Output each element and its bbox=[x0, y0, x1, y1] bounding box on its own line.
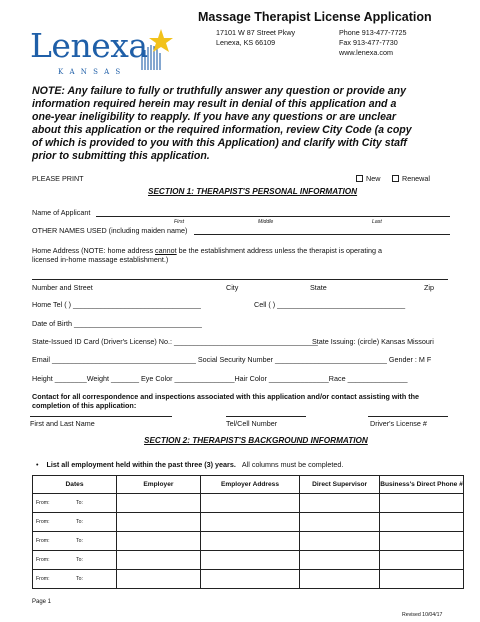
supervisor-cell[interactable] bbox=[300, 551, 380, 570]
note-line: information required herein may result in denial of this application and a bbox=[32, 98, 397, 110]
number-street-caption: Number and Street bbox=[32, 283, 93, 292]
instruction-bold: List all employment held within the past three (3) years. bbox=[46, 460, 236, 469]
first-last-caption: First and Last Name bbox=[30, 419, 95, 428]
section1-title: SECTION 1: THERAPIST'S PERSONAL INFORMATION bbox=[148, 187, 358, 196]
contact-tel-field[interactable] bbox=[226, 416, 306, 417]
dates-cell[interactable] bbox=[33, 494, 117, 513]
table-row bbox=[33, 532, 464, 551]
contact-dl-field[interactable] bbox=[368, 416, 448, 417]
checkbox-icon bbox=[392, 175, 399, 182]
phone-cell[interactable] bbox=[380, 513, 464, 532]
dl-caption: Driver's License # bbox=[370, 419, 427, 428]
address-line2: Lenexa, KS 66109 bbox=[216, 38, 276, 47]
to-label: To: bbox=[76, 538, 83, 544]
other-names-label: OTHER NAMES USED (including maiden name) bbox=[32, 226, 188, 235]
employment-instruction bbox=[36, 460, 343, 469]
from-label: From: bbox=[36, 500, 50, 506]
lenexa-logo bbox=[30, 20, 180, 82]
address-cell[interactable] bbox=[200, 513, 299, 532]
note-line: NOTE: Any failure to fully or truthfully answer any question or provide any bbox=[32, 85, 406, 97]
from-label: From: bbox=[36, 576, 50, 582]
name-field[interactable] bbox=[96, 216, 450, 217]
dob-field[interactable]: Date of Birth ________________________________ bbox=[32, 319, 202, 328]
page-number: Page 1 bbox=[32, 599, 52, 605]
bullet-icon: • bbox=[36, 460, 39, 469]
note-line: prior to submitting this application. bbox=[32, 150, 210, 162]
address-cell[interactable] bbox=[200, 551, 299, 570]
home-address-text: Home Address (NOTE: home address bbox=[32, 246, 156, 255]
supervisor-cell[interactable] bbox=[300, 513, 380, 532]
supervisor-cell[interactable] bbox=[300, 532, 380, 551]
dates-cell[interactable] bbox=[33, 570, 117, 589]
email-ssn-gender-row[interactable]: Email ____________________________________ Social Security Number ____________________________ Gender : M F bbox=[32, 355, 432, 364]
to-label: To: bbox=[76, 519, 83, 525]
col-employer: Employer bbox=[117, 476, 201, 494]
home-address-note bbox=[32, 246, 382, 255]
employer-cell[interactable] bbox=[117, 494, 201, 513]
home-address-note-line2: licensed in-home massage establishment.) bbox=[32, 255, 169, 264]
table-row bbox=[33, 513, 464, 532]
phone-cell[interactable] bbox=[380, 494, 464, 513]
supervisor-cell[interactable] bbox=[300, 570, 380, 589]
table-row bbox=[33, 570, 464, 589]
dates-cell[interactable] bbox=[33, 551, 117, 570]
table-row bbox=[33, 551, 464, 570]
address-cell[interactable] bbox=[200, 532, 299, 551]
new-checkbox[interactable] bbox=[356, 174, 380, 183]
home-tel-field[interactable]: Home Tel ( ) ________________________________ bbox=[32, 300, 201, 309]
last-caption: Last bbox=[372, 219, 382, 225]
employer-cell[interactable] bbox=[117, 551, 201, 570]
section2-title: SECTION 2: THERAPIST'S BACKGROUND INFORMATION bbox=[144, 436, 368, 445]
phone-cell[interactable] bbox=[380, 551, 464, 570]
state-caption: State bbox=[310, 283, 327, 292]
please-print: PLEASE PRINT bbox=[32, 174, 84, 183]
renewal-label: Renewal bbox=[402, 174, 430, 183]
address-line1: 17101 W 87 Street Pkwy bbox=[216, 28, 296, 37]
employment-table bbox=[32, 475, 464, 589]
col-business-phone: Business's Direct Phone # bbox=[380, 476, 464, 494]
employer-cell[interactable] bbox=[117, 513, 201, 532]
renewal-checkbox[interactable] bbox=[392, 174, 430, 183]
to-label: To: bbox=[76, 557, 83, 563]
col-direct-supervisor: Direct Supervisor bbox=[300, 476, 380, 494]
dates-cell[interactable] bbox=[33, 532, 117, 551]
website: www.lenexa.com bbox=[339, 48, 393, 57]
fax-number: Fax 913-477-7730 bbox=[339, 38, 398, 47]
other-names-field[interactable] bbox=[194, 234, 450, 235]
form-title: Massage Therapist License Application bbox=[198, 10, 432, 24]
home-address-field[interactable] bbox=[32, 279, 448, 280]
tel-cell-caption: Tel/Cell Number bbox=[226, 419, 278, 428]
instruction-rest: All columns must be completed. bbox=[241, 460, 344, 469]
contact-note-line2: completion of this application: bbox=[32, 401, 137, 410]
dates-cell[interactable] bbox=[33, 513, 117, 532]
address-cell[interactable] bbox=[200, 494, 299, 513]
cannot-text: cannot bbox=[155, 246, 177, 255]
note-line: one-year ineligibility to reapply. If you have any questions or are unclear bbox=[32, 111, 397, 123]
state-id-field[interactable]: State-Issued ID Card (Driver's License) No.: ____________________________________ bbox=[32, 337, 318, 346]
phone-cell[interactable] bbox=[380, 532, 464, 551]
note-line: about this application or the required information, review City Code (a copy bbox=[32, 124, 412, 136]
note-line: of which is provided to you with this Application) and clarify with City staff bbox=[32, 137, 407, 149]
contact-note-line1: Contact for all correspondence and inspections associated with this application and/or contact assisting with the bbox=[32, 392, 419, 401]
physical-description-row[interactable]: Height ________Weight _______ Eye Color _______________Hair Color _______________Race _______________ bbox=[32, 374, 408, 383]
middle-caption: Middle bbox=[258, 219, 274, 225]
phone-number: Phone 913-477-7725 bbox=[339, 28, 407, 37]
logo-state: K A N S A S bbox=[58, 68, 123, 76]
state-issuing-field[interactable]: State Issuing: (circle) Kansas Missouri bbox=[312, 337, 434, 346]
col-employer-address: Employer Address bbox=[200, 476, 299, 494]
new-label: New bbox=[366, 174, 381, 183]
from-label: From: bbox=[36, 519, 50, 525]
name-label: Name of Applicant bbox=[32, 208, 91, 217]
home-address-text: be the establishment address unless the therapist is operating a bbox=[176, 246, 383, 255]
employer-cell[interactable] bbox=[117, 570, 201, 589]
note-paragraph bbox=[32, 85, 452, 163]
from-label: From: bbox=[36, 557, 50, 563]
city-caption: City bbox=[226, 283, 239, 292]
address-cell[interactable] bbox=[200, 570, 299, 589]
logo-wordmark: Lenexa bbox=[30, 26, 148, 65]
employer-cell[interactable] bbox=[117, 532, 201, 551]
to-label: To: bbox=[76, 576, 83, 582]
cell-field[interactable]: Cell ( ) ________________________________ bbox=[254, 300, 406, 309]
phone-cell[interactable] bbox=[380, 570, 464, 589]
table-row bbox=[33, 494, 464, 513]
contact-name-field[interactable] bbox=[30, 416, 172, 417]
supervisor-cell[interactable] bbox=[300, 494, 380, 513]
col-dates: Dates bbox=[33, 476, 117, 494]
zip-caption: Zip bbox=[424, 283, 434, 292]
from-label: From: bbox=[36, 538, 50, 544]
revised-date: Revised 10/04/17 bbox=[402, 612, 443, 618]
table-header-row bbox=[33, 476, 464, 494]
checkbox-icon bbox=[356, 175, 363, 182]
first-caption: First bbox=[174, 219, 185, 225]
to-label: To: bbox=[76, 500, 83, 506]
